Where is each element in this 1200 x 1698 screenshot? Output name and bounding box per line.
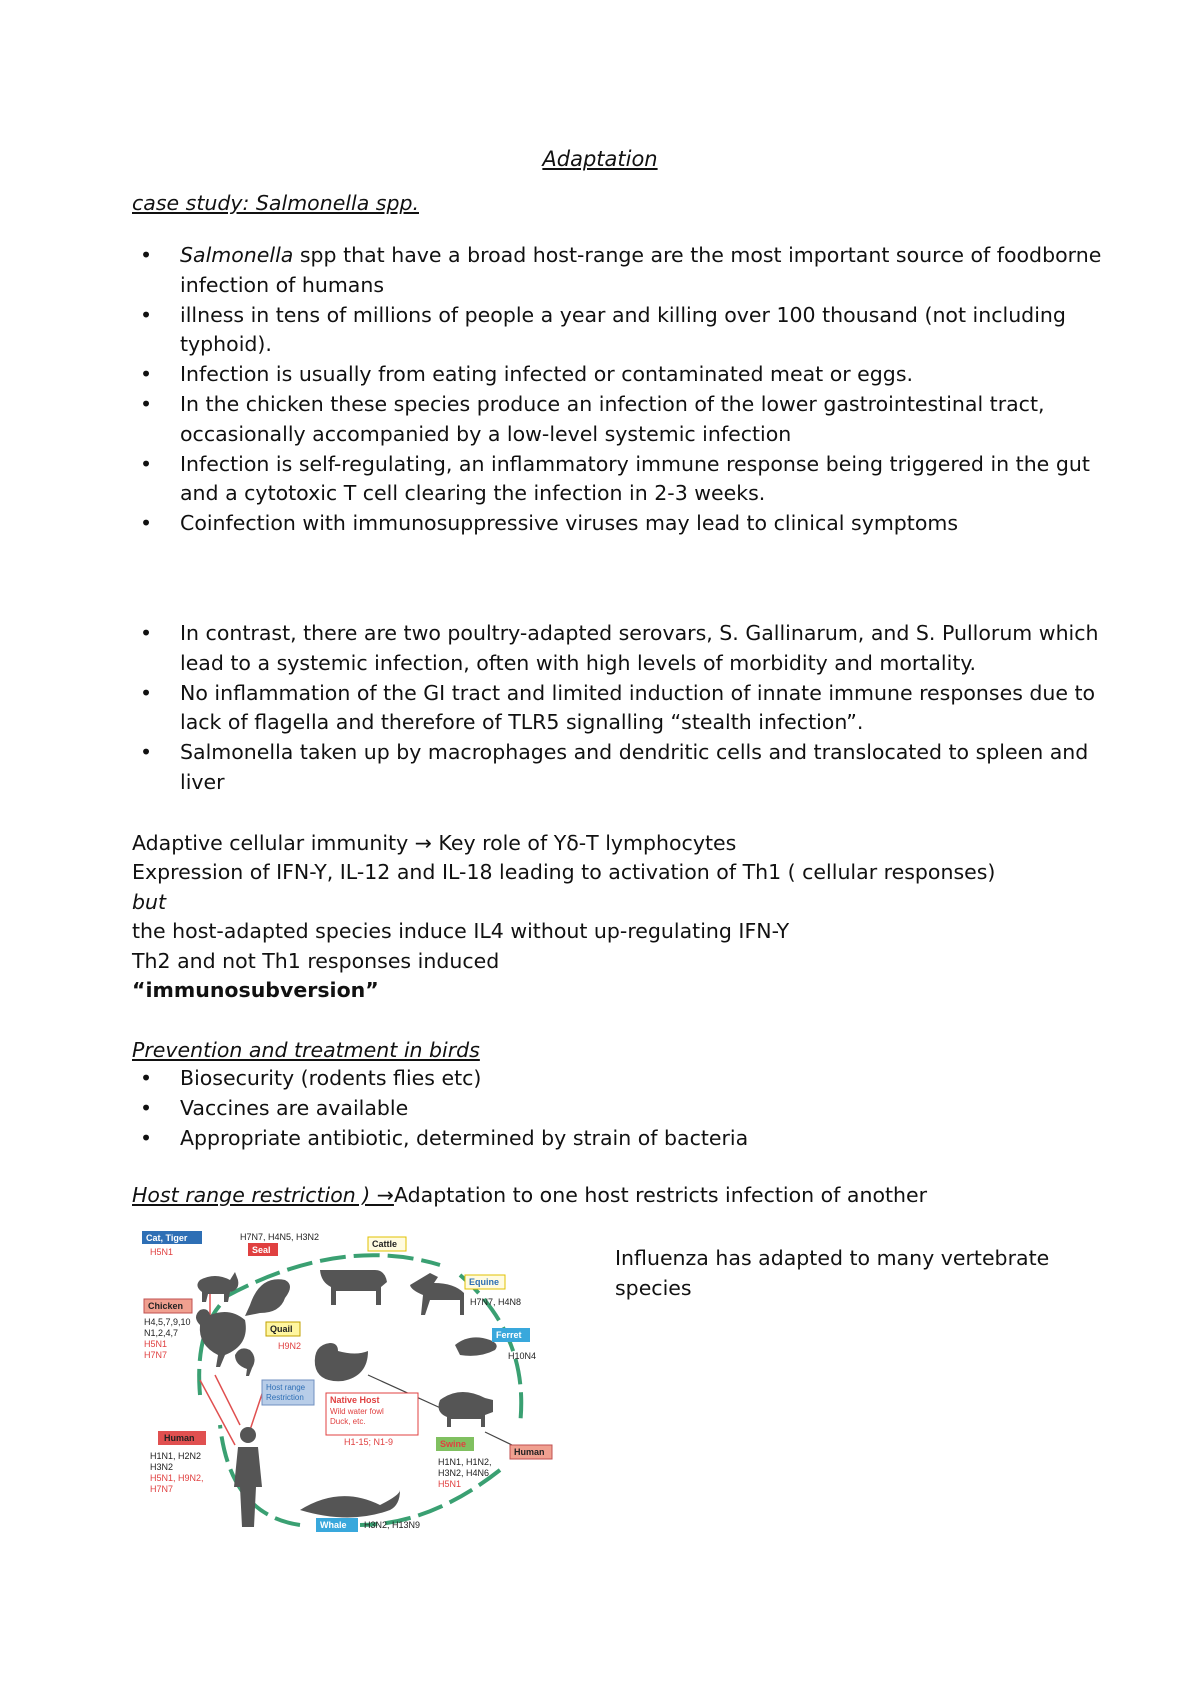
page-title: Adaptation xyxy=(542,147,658,171)
bullet-list-poultry xyxy=(140,619,1110,798)
swine-label: Swine xyxy=(440,1439,467,1449)
ferret-strains: H10N4 xyxy=(508,1351,537,1361)
human-strains-2: H3N2 xyxy=(150,1462,174,1472)
native-host-strains: H1-15; N1-9 xyxy=(344,1437,394,1447)
whale-label: Whale xyxy=(320,1520,347,1530)
bullet-list-salmonella xyxy=(140,241,1110,539)
restriction-label-1: Host range xyxy=(266,1383,306,1392)
list-item: • Appropriate antibiotic, determined by strain of bacteria xyxy=(140,1124,1110,1154)
quail-icon xyxy=(235,1348,255,1376)
equine-strains: H7N7, H4N8 xyxy=(470,1297,522,1307)
list-item: • No inflammation of the GI tract and limited induction of innate immune responses due to lack of flagella and therefore of TLR5 signalling “stealth infection”. xyxy=(140,679,1110,739)
swine-strains-3: H5N1 xyxy=(438,1479,462,1489)
quail-strains: H9N2 xyxy=(278,1341,302,1351)
horse-icon xyxy=(410,1273,464,1315)
chicken-strains-3: H5N1 xyxy=(144,1339,168,1349)
cattle-label: Cattle xyxy=(372,1239,398,1249)
swine-strains-2: H3N2, H4N6 xyxy=(438,1468,490,1478)
cattle-icon xyxy=(320,1270,387,1305)
cat-label: Cat, Tiger xyxy=(146,1233,188,1243)
restriction-label-2: Restriction xyxy=(266,1393,304,1402)
seal-icon xyxy=(245,1279,290,1316)
immunity-line-3: but xyxy=(132,890,167,914)
immunity-line-6: “immunosubversion” xyxy=(132,978,379,1002)
seal-strains: H7N7, H4N5, H3N2 xyxy=(240,1232,320,1242)
italic-term: Salmonella xyxy=(180,243,294,267)
list-item: • In contrast, there are two poultry-adapted serovars, S. Gallinarum, and S. Pullorum which lead to a systemic infection, often with high levels of morbidity and mortality. xyxy=(140,619,1110,679)
human-icon xyxy=(234,1427,262,1527)
list-item: • Vaccines are available xyxy=(140,1094,1110,1124)
whale-strains: H3N2, H13N9 xyxy=(364,1520,421,1530)
influenza-host-diagram xyxy=(140,1225,600,1555)
list-item: • Infection is self-regulating, an inflammatory immune response being triggered in the gut and a cytotoxic T cell clearing the infection in 2-3 weeks. xyxy=(140,450,1110,510)
human-strains-1: H1N1, H2N2 xyxy=(150,1451,202,1461)
list-item: • illness in tens of millions of people a year and killing over 100 thousand (not including typhoid). xyxy=(140,301,1110,361)
list-item: • In the chicken these species produce an infection of the lower gastrointestinal tract, occasionally accompanied by a low-level systemic infection xyxy=(140,390,1110,450)
native-host-sub-1: Wild water fowl xyxy=(330,1407,384,1416)
quail-label: Quail xyxy=(270,1324,293,1334)
case-study-heading: case study: Salmonella spp. xyxy=(132,191,419,215)
list-item: • Coinfection with immunosuppressive viruses may lead to clinical symptoms xyxy=(140,509,1110,539)
influenza-note: Influenza has adapted to many vertebrate species xyxy=(615,1246,1050,1300)
immunity-line-1: Adaptive cellular immunity → Key role of Yδ-T lymphocytes xyxy=(132,831,737,855)
chicken-strains-4: H7N7 xyxy=(144,1350,168,1360)
chicken-strains-1: H4,5,7,9,10 xyxy=(144,1317,191,1327)
cat-icon xyxy=(197,1272,238,1302)
chicken-strains-2: N1,2,4,7 xyxy=(144,1328,179,1338)
host-range-line xyxy=(132,1180,927,1210)
chicken-label: Chicken xyxy=(148,1301,184,1311)
swine-strains-1: H1N1, H1N2, xyxy=(438,1457,492,1467)
duck-icon xyxy=(315,1343,368,1381)
list-item xyxy=(140,241,1110,301)
ferret-icon xyxy=(455,1337,497,1355)
native-host-sub-2: Duck, etc. xyxy=(330,1417,366,1426)
bullet-list-prevention xyxy=(140,1064,1110,1153)
seal-label: Seal xyxy=(252,1245,271,1255)
host-range-underlined: Host range restriction ) → xyxy=(132,1183,394,1207)
swine-human-arrow xyxy=(485,1432,512,1445)
immunity-line-4: the host-adapted species induce IL4 without up-regulating IFN-Y xyxy=(132,919,790,943)
cat-strain: H5N1 xyxy=(150,1247,174,1257)
host-range-rest: Adaptation to one host restricts infection of another xyxy=(393,1183,928,1207)
immunity-line-5: Th2 and not Th1 responses induced xyxy=(132,949,500,973)
prevention-heading: Prevention and treatment in birds xyxy=(132,1038,480,1062)
list-item-text: spp that have a broad host-range are the most important source of foodborne infection of humans xyxy=(180,243,1102,297)
ferret-label: Ferret xyxy=(496,1330,522,1340)
human-strains-4: H7N7 xyxy=(150,1484,174,1494)
list-item: • Biosecurity (rodents flies etc) xyxy=(140,1064,1110,1094)
pig-icon xyxy=(439,1392,493,1427)
list-item: • Salmonella taken up by macrophages and dendritic cells and translocated to spleen and liver xyxy=(140,738,1110,798)
human-label: Human xyxy=(164,1433,195,1443)
equine-label: Equine xyxy=(469,1277,500,1287)
native-host-label: Native Host xyxy=(330,1395,380,1405)
whale-icon xyxy=(300,1490,400,1518)
human-strains-3: H5N1, H9N2, xyxy=(150,1473,204,1483)
immunity-line-2: Expression of IFN-Y, IL-12 and IL-18 leading to activation of Th1 ( cellular responses) xyxy=(132,860,996,884)
human2-label: Human xyxy=(514,1447,545,1457)
list-item: • Infection is usually from eating infected or contaminated meat or eggs. xyxy=(140,360,1110,390)
